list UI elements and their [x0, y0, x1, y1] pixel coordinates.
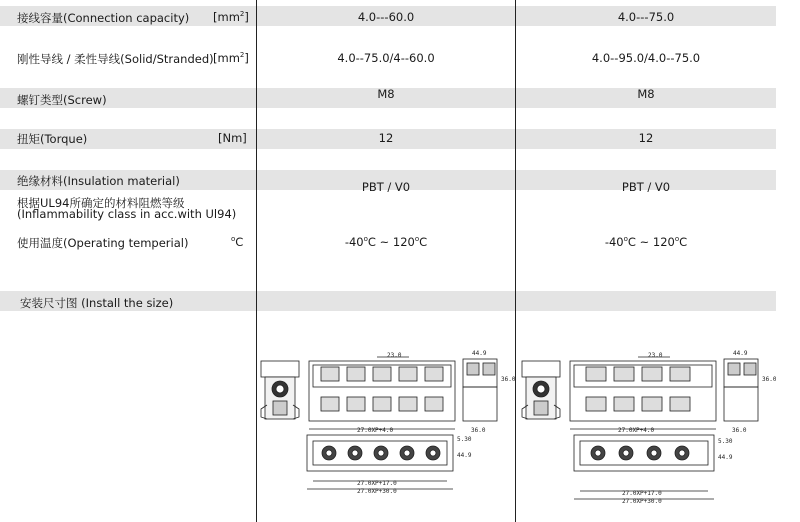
column-divider-2	[515, 0, 516, 522]
bottom-view	[307, 435, 472, 495]
capacity-value-1: 4.0---60.0	[357, 10, 415, 24]
temp-unit: $^o$C	[231, 235, 244, 249]
screw-value-2: M8	[637, 87, 655, 101]
dim-main: 27.0XP+4.0	[357, 427, 394, 434]
front-view	[570, 352, 716, 434]
dim-bottom-1: 27.0XP+17.0	[357, 480, 397, 487]
capacity-label: 接线容量(Connection capacity)	[17, 11, 190, 25]
capacity-value-2: 4.0---75.0	[617, 10, 675, 24]
dim-right-2: 44.9	[718, 454, 733, 461]
torque-value-1: 12	[378, 131, 394, 145]
dim-top: 23.0	[387, 352, 402, 359]
insulation-value-2: PBT / V0	[621, 180, 671, 194]
install-drawing-2	[518, 345, 776, 510]
install-label: 安装尺寸图 (Install the size)	[20, 296, 174, 310]
dim-right-2: 44.9	[457, 452, 472, 459]
dim-bottom-1: 27.0XP+17.0	[622, 490, 662, 497]
dim-right-1: 5.30	[718, 438, 733, 445]
solid-unit: $[mm^2]$	[213, 51, 249, 65]
capacity-unit: $[mm^2]$	[213, 10, 249, 24]
dim-side: 36.0	[732, 427, 747, 434]
dim-width: 44.9	[472, 350, 487, 357]
dim-width: 44.9	[733, 350, 748, 357]
dim-right-1: 5.30	[457, 436, 472, 443]
temp-value-2: -40$^o$C ~ 120$^o$C	[604, 235, 688, 249]
dim-bottom-2: 27.0XP+30.0	[357, 488, 397, 495]
torque-label: 扭矩(Torque)	[17, 132, 88, 146]
end-view	[463, 350, 515, 434]
ul94-label-en: (Inflammability class in acc.with Ul94)	[17, 207, 237, 221]
dim-height-1: 36.0	[762, 376, 776, 383]
dim-bottom-2: 27.0XP+30.0	[622, 498, 662, 505]
dim-side: 36.0	[471, 427, 486, 434]
end-view	[724, 350, 776, 434]
insulation-value-1: PBT / V0	[361, 180, 411, 194]
install-drawing-1	[257, 345, 515, 510]
ul94-label-cn: 根据UL94所确定的材料阻燃等级	[17, 196, 185, 210]
front-view	[309, 352, 455, 434]
screw-label: 螺钉类型(Screw)	[17, 93, 107, 107]
solid-value-1: 4.0--75.0/4--60.0	[337, 51, 435, 65]
torque-unit: [Nm]	[218, 131, 247, 145]
insulation-label: 绝缘材料(Insulation material)	[17, 174, 180, 188]
ul94-label	[17, 198, 236, 220]
temp-value-1: -40$^o$C ~ 120$^o$C	[344, 235, 428, 249]
screw-value-1: M8	[377, 87, 395, 101]
dim-top: 23.0	[648, 352, 663, 359]
solid-value-2: 4.0--95.0/4.0--75.0	[591, 51, 701, 65]
temp-label: 使用温度(Operating temperial)	[17, 236, 189, 250]
solid-label: 刚性导线 / 柔性导线(Solid/Stranded)	[17, 52, 214, 66]
bottom-view	[574, 435, 733, 505]
side-view	[261, 361, 299, 419]
side-view	[522, 361, 560, 419]
dim-main: 27.0XP+4.0	[618, 427, 655, 434]
dim-height-1: 36.0	[501, 376, 515, 383]
torque-value-2: 12	[638, 131, 654, 145]
